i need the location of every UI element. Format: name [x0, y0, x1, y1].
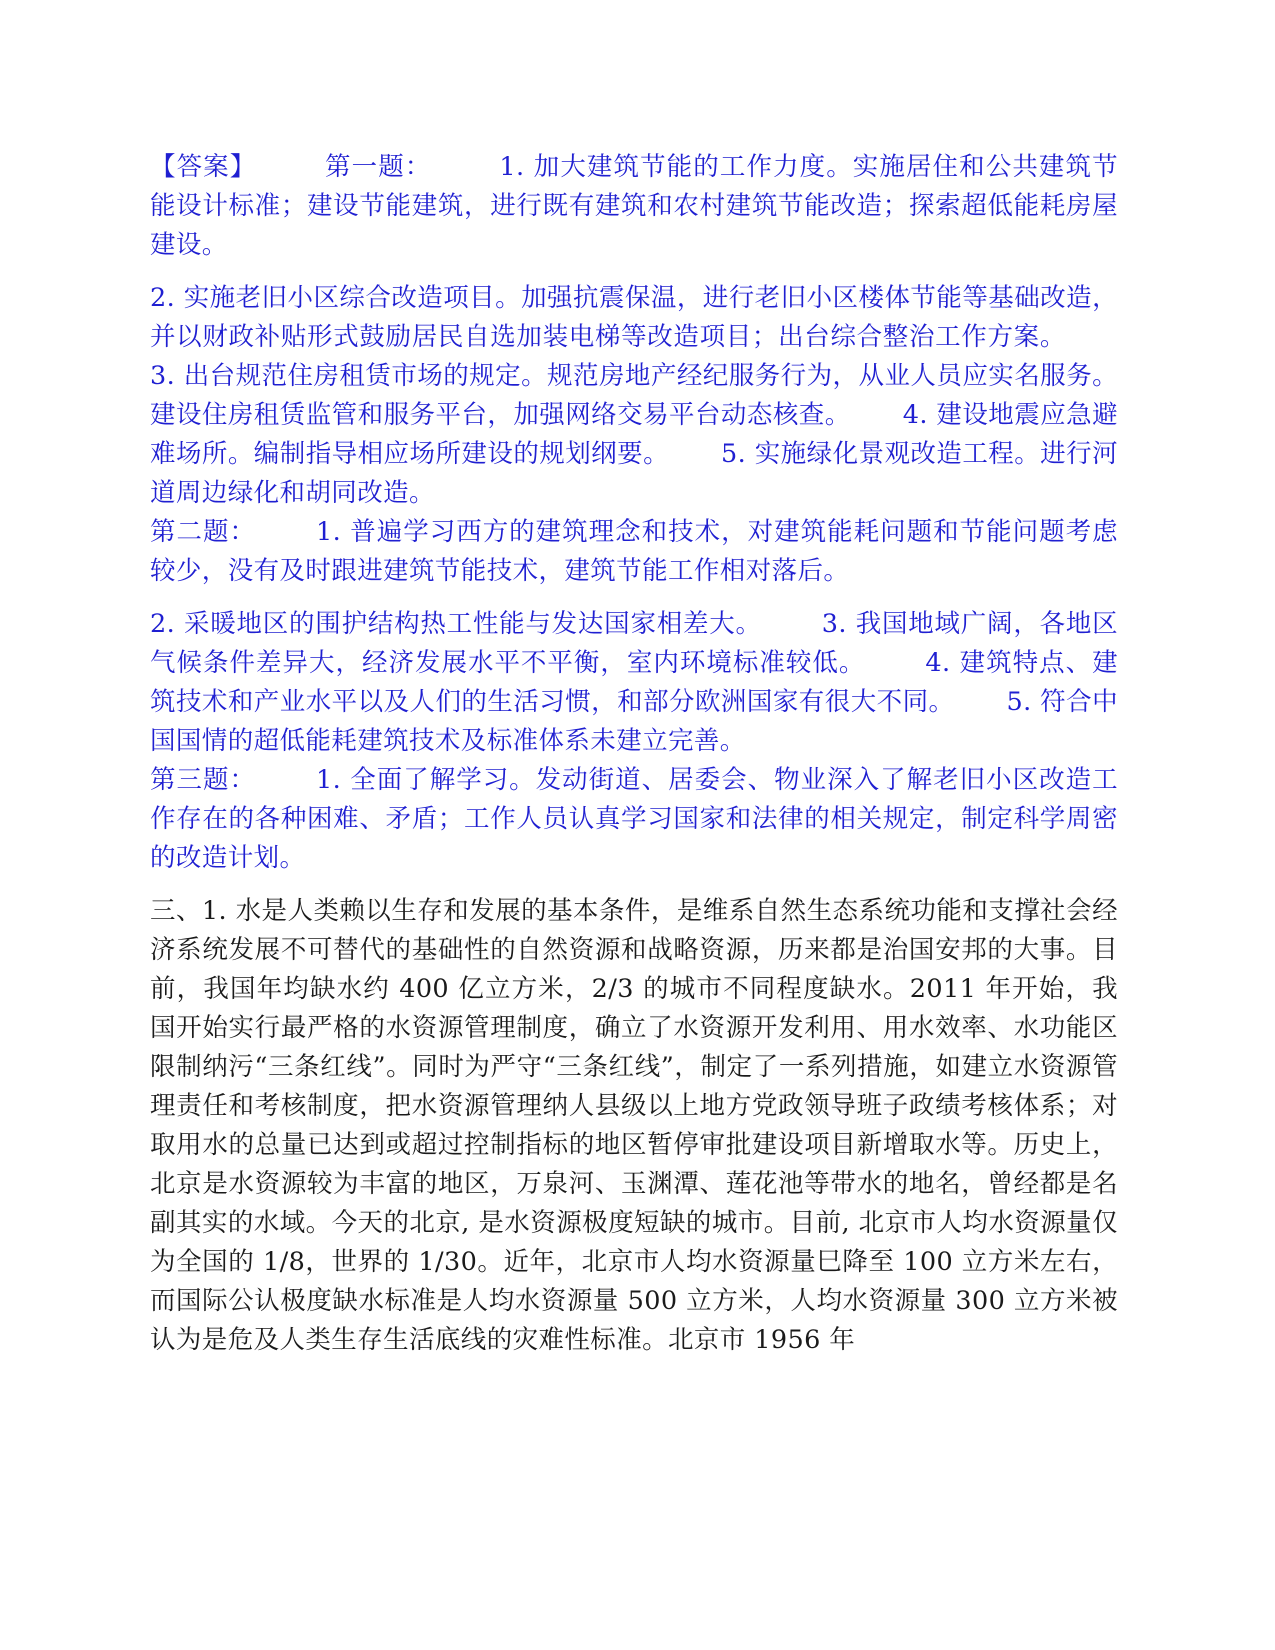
answer-q1-paragraph-1 [150, 148, 1118, 265]
section-3-paragraph: 三、1. 水是人类赖以生存和发展的基本条件，是维系自然生态系统功能和支撑社会经济系统发展不可替代的基础性的自然资源和战略资源，历来都是治国安邦的大事。目前，我国年均缺水约 400 亿立方米，2/3 的城市不同程度缺水。2011 年开始，我国开始实行最严格的水资源管理制度，确立了水资源开发利用、用水效率、水功能区限制纳污“三条红线”。同时为严守“三条红线”，制定了一系列措施，如建立水资源管理责任和考核制度，把水资源管理纳人县级以上地方党政领导班子政绩考核体系；对取用水的总量已达到或超过控制指标的地区暂停审批建设项目新增取水等。历史上，北京是水资源较为丰富的地区，万泉河、玉渊潭、莲花池等带水的地名，曾经都是名副其实的水域。今天的北京, 是水资源极度短缺的城市。目前, 北京市人均水资源量仅为全国的 1/8，世界的 1/30。近年，北京市人均水资源量巳降至 100 立方米左右，而国际公认极度缺水标准是人均水资源量 500 立方米，人均水资源量 300 立方米被认为是危及人类生存生活底线的灾难性标准。北京市 1956 年 [150, 896, 1118, 1355]
answer-label: 【答案】 [150, 152, 257, 182]
q1-item-1: 1. 加大建筑节能的工作力度。实施居住和公共建筑节能设计标准；建设节能建筑，进行既有建筑和农村建筑节能改造；探索超低能耗房屋建设。 [150, 152, 1118, 260]
q1-item-5: 5. 实施绿化景观改造工程。进行河道周边绿化和胡同改造。 [150, 439, 1118, 508]
answer-q2-paragraph-2 [150, 605, 1118, 761]
q2-item-3: 3. 我国地域广阔，各地区气候条件差异大，经济发展水平不平衡，室内环境标准较低。 [150, 609, 1118, 678]
q3-item-1: 1. 全面了解学习。发动街道、居委会、物业深入了解老旧小区改造工作存在的各种困难、矛盾；工作人员认真学习国家和法律的相关规定，制定科学周密的改造计划。 [150, 765, 1118, 873]
document-page [150, 148, 1118, 1360]
q1-item-4: 4. 建设地震应急避难场所。编制指导相应场所建设的规划纲要。 [150, 400, 1118, 469]
q3-heading: 第三题： [150, 765, 256, 795]
q2-item-1: 1. 普遍学习西方的建筑理念和技术，对建筑能耗问题和节能问题考虑较少，没有及时跟进建筑节能技术，建筑节能工作相对落后。 [150, 517, 1118, 586]
q2-item-2: 2. 采暖地区的围护结构热工性能与发达国家相差大。 [150, 609, 762, 639]
q1-heading: 第一题： [324, 152, 432, 182]
q2-item-4: 4. 建筑特点、建筑技术和产业水平以及人们的生活习惯，和部分欧洲国家有很大不同。 [150, 648, 1118, 717]
q1-item-2: 2. 实施老旧小区综合改造项目。加强抗震保温，进行老旧小区楼体节能等基础改造，并以财政补贴形式鼓励居民自选加装电梯等改造项目；出台综合整治工作方案。 [150, 283, 1118, 352]
answer-q3-paragraph [150, 761, 1118, 878]
q2-heading: 第二题： [150, 517, 256, 547]
answer-q1-paragraph-2 [150, 279, 1118, 513]
q2-item-5: 5. 符合中国国情的超低能耗建筑技术及标准体系未建立完善。 [150, 687, 1118, 756]
answer-q2-paragraph-1 [150, 513, 1118, 591]
q1-item-3: 3. 出台规范住房租赁市场的规定。规范房地产经纪服务行为，从业人员应实名服务。建设住房租赁监管和服务平台，加强网络交易平台动态核查。 [150, 361, 1118, 430]
